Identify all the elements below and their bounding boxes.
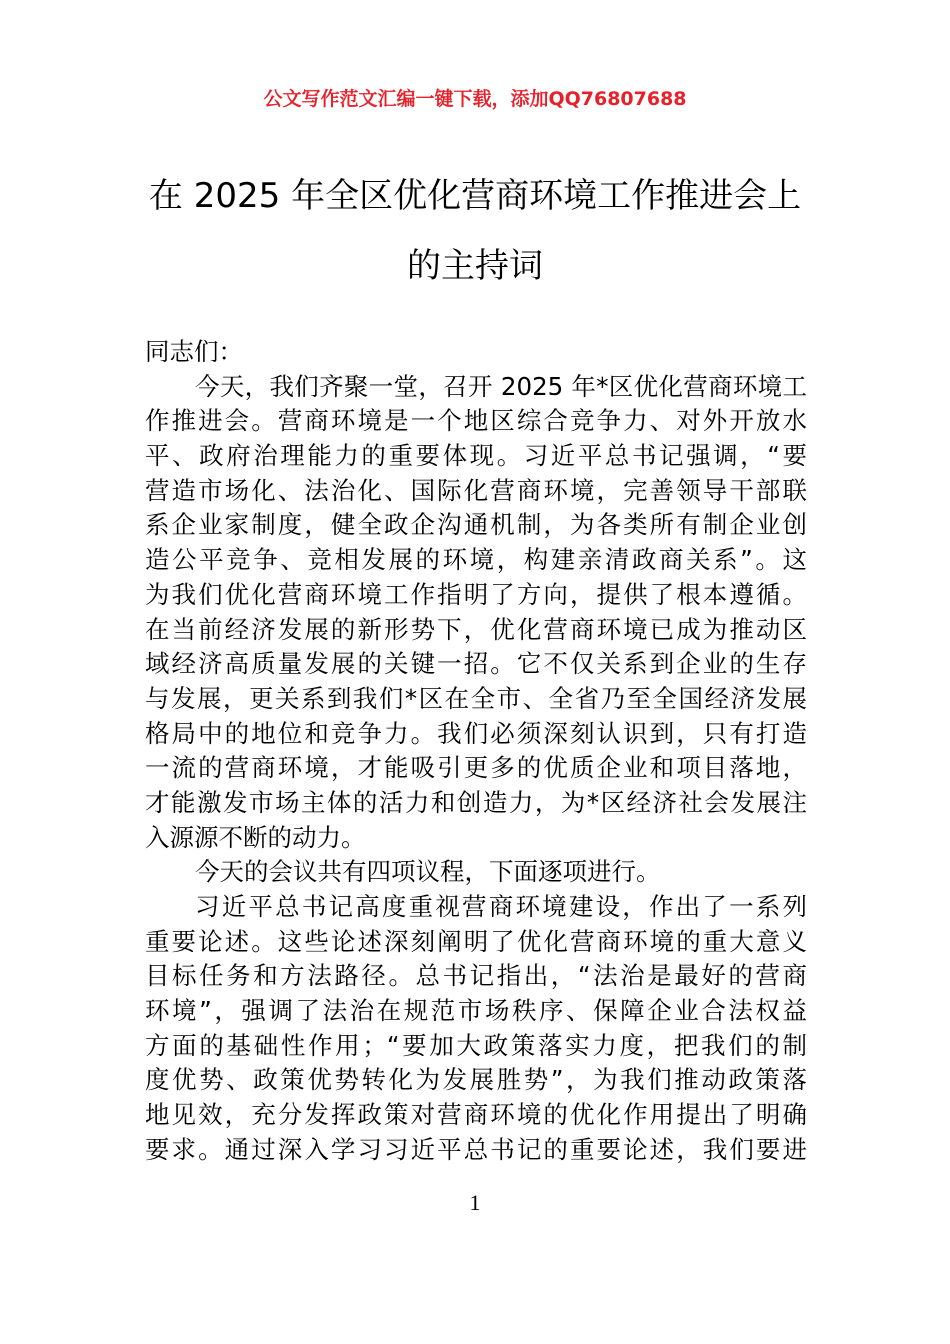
body-text-line: 同志们： xyxy=(145,337,243,366)
header-download-note: 公文写作范文汇编一键下载，添加QQ76807688 xyxy=(263,88,687,110)
body-text-line: 系企业家制度，健全政企沟通机制，为各类所有制企业创 xyxy=(145,510,807,540)
body-text-line: 平、政府治理能力的重要体现。习近平总书记强调，“要 xyxy=(145,441,807,471)
document-title-line-2: 的主持词 xyxy=(407,246,543,286)
body-text-line: 在当前经济发展的新形势下，优化营商环境已成为推动区 xyxy=(145,614,807,644)
body-text-line: 习近平总书记高度重视营商环境建设，作出了一系列 xyxy=(195,892,807,921)
page-number: 1 xyxy=(469,1190,481,1215)
body-text-line: 今天的会议共有四项议程，下面逐项进行。 xyxy=(195,857,661,887)
body-text-line: 方面的基础性作用；“要加大政策落实力度，把我们的制 xyxy=(145,1030,807,1060)
document-title-line-1: 在 2025 年全区优化营商环境工作推进会上 xyxy=(148,176,802,216)
body-text-line: 目标任务和方法路径。总书记指出，“法治是最好的营商 xyxy=(145,961,807,991)
body-text-line: 域经济高质量发展的关键一招。它不仅关系到企业的生存 xyxy=(145,649,807,679)
body-text-line: 作推进会。营商环境是一个地区综合竞争力、对外开放水 xyxy=(145,406,807,436)
body-text-line: 地见效，充分发挥政策对营商环境的优化作用提出了明确 xyxy=(145,1100,807,1130)
body-text-line: 重要论述。这些论述深刻阐明了优化营商环境的重大意义 xyxy=(145,926,807,956)
body-text-line: 度优势、政策优势转化为发展胜势”，为我们推动政策落 xyxy=(145,1065,807,1095)
body-text-line: 与发展，更关系到我们*区在全市、全省乃至全国经济发展 xyxy=(145,683,807,713)
body-text-line: 才能激发市场主体的活力和创造力，为*区经济社会发展注 xyxy=(145,787,807,817)
body-text-line: 为我们优化营商环境工作指明了方向，提供了根本遵循。 xyxy=(145,579,807,609)
body-text-line: 今天，我们齐聚一堂，召开 2025 年*区优化营商环境工 xyxy=(195,371,807,401)
document-body xyxy=(145,335,807,1168)
body-text-line: 造公平竞争、竞相发展的环境，构建亲清政商关系”。这 xyxy=(145,545,807,575)
body-text-line: 要求。通过深入学习习近平总书记的重要论述，我们要进 xyxy=(145,1134,807,1164)
body-text-line: 一流的营商环境，才能吸引更多的优质企业和项目落地， xyxy=(145,753,807,783)
body-text-line: 入源源不断的动力。 xyxy=(145,822,366,852)
body-text-line: 格局中的地位和竞争力。我们必须深刻认识到，只有打造 xyxy=(145,718,807,748)
body-text-line: 营造市场化、法治化、国际化营商环境，完善领导干部联 xyxy=(145,475,807,505)
body-text-line: 环境”，强调了法治在规范市场秩序、保障企业合法权益 xyxy=(145,996,807,1026)
